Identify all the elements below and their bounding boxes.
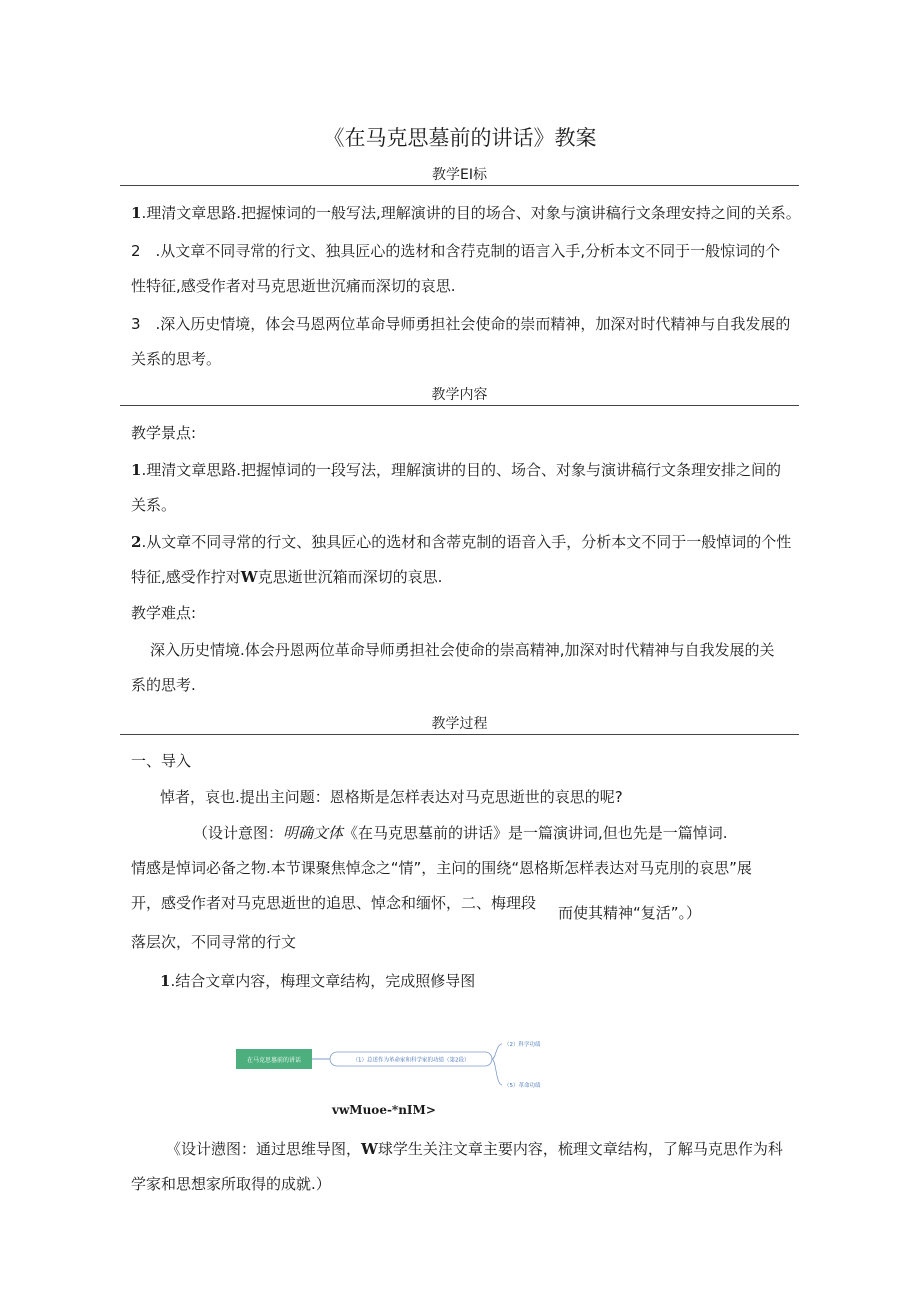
design-intent-2-cont: 学家和思想家所取得的成就.） [131, 1175, 331, 1193]
document-title: 《在马克思墓前的讲话》教案 [323, 126, 597, 150]
key-point-2 [131, 531, 791, 552]
text-fragment: 特征,感受作拧对 [131, 568, 241, 586]
section-divider [120, 185, 799, 186]
list-number: 1 [131, 461, 142, 479]
mind-map-connector [492, 1044, 502, 1059]
key-point-text: .理清文章思路.把握悼词的一段写法，理解演讲的目的、场合、对象与演讲稿行文条理安排之间的 [141, 461, 781, 479]
mind-map-node-bottom: （5）革命功绩 [504, 1083, 541, 1089]
text-fragment: 《设计懑图：通过思维导图， [166, 1140, 362, 1158]
text-fragment: 明确文体 [283, 824, 344, 842]
design-intent [193, 822, 728, 843]
key-point-2-cont [131, 566, 442, 587]
key-point-text: .从文章不同寻常的行文、独具匠心的选材和含蒂克制的语音入手，分析本文不同于一般悼词的个性 [141, 533, 792, 551]
mind-map-connector [492, 1059, 502, 1085]
mind-map-root-label: 在马克思墓前的讲话 [246, 1057, 302, 1064]
design-intent-line2: 情感是悼词必备之物.本节课聚焦悼念之“情”，主问的围绕“恩格斯怎样表达对马克刖的哀思”展 [131, 859, 752, 877]
section-heading-content: 教学内容 [431, 387, 488, 403]
task-text: .结合文章内容，梅理文章结构，完成照修导图 [170, 972, 476, 990]
task-1 [160, 970, 475, 991]
text-fragment: W [240, 568, 258, 586]
section-heading-process: 教学过程 [431, 716, 488, 732]
text-fragment: W [361, 1140, 378, 1158]
list-number: 1 [131, 204, 142, 222]
key-point-1 [131, 459, 781, 480]
objective-item-1 [131, 202, 801, 223]
section-heading-objectives: 教学EI标 [432, 167, 487, 183]
text-fragment: 《在马克思墓前的讲话》是一篇演讲词,但也先是一篇悼词. [343, 824, 728, 842]
mind-map-branch-label: （1）总述作为革命家和科学家的功绩（第2段） [352, 1057, 470, 1064]
difficulty-label: 教学难点: [131, 604, 197, 622]
key-points-label: 教学景点: [131, 424, 197, 442]
mind-map-figure [234, 1036, 564, 1096]
difficulty-text-cont: 系的思考. [131, 676, 196, 694]
design-intent-line4: 落层次，不同寻常的行文 [131, 933, 297, 951]
intro-text: 悼者，哀也.提出主问题：恩格斯是怎样表达对马克思逝世的哀思的呢? [160, 788, 623, 806]
text-fragment: 克思逝世沉箱而深切的哀思. [257, 568, 443, 586]
key-point-1-cont: 关系。 [131, 496, 177, 514]
objective-item-3-cont: 关系的思考。 [131, 350, 222, 368]
section-divider [120, 734, 799, 735]
mind-map-node-top: （2）科学功绩 [504, 1042, 541, 1048]
list-number: 2 [131, 533, 142, 551]
objective-item-3: 3 .深入历史情境，体会马恩两位革命导师勇担社会使命的崇而精神，加深对时代精神与自我发展的 [131, 315, 791, 333]
text-fragment: （设计意图： [193, 824, 284, 842]
step-heading-intro: 一、导入 [131, 752, 192, 770]
design-intent-2 [166, 1138, 783, 1159]
difficulty-text: 深入历史情境.体会丹恩两位革命导师勇担社会使命的崇高精神,加深对时代精神与自我发展的关 [150, 641, 775, 659]
objective-text: .理清文章思路.把握悚词的一般写法,理解演讲的目的场合、对象与演讲稿行文条理安持之间的关系。 [141, 204, 801, 222]
objective-item-2: 2 .从文章不同寻常的行文、独具匠心的选材和含荇克制的语言入手,分析本文不同于一般惊词的个 [131, 242, 781, 260]
figure-caption: vwMuoe-*nIM> [332, 1103, 436, 1117]
text-fragment: 球学生关注文章主要内容，梳理文章结构，了解马克思作为科 [377, 1140, 783, 1158]
section-divider [120, 405, 799, 406]
objective-item-2-cont: 性特征,感受作者对马克思逝世沉痛而深切的哀思. [131, 277, 456, 295]
list-number: 1 [160, 972, 171, 990]
design-intent-line3-tail: 而使其精神“复活”。） [558, 904, 702, 922]
design-intent-line3: 开，感受作者对马克思逝世的追思、悼念和缅怀，二、梅理段 [131, 894, 537, 912]
